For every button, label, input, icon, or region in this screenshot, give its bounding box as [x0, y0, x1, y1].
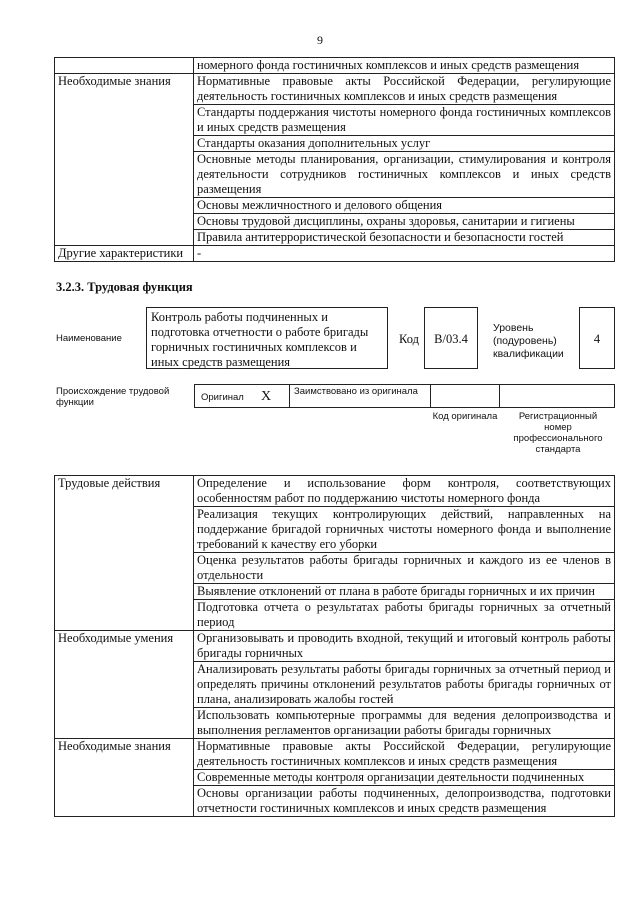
- code-original-caption: Код оригинала: [432, 411, 498, 422]
- name-label: Наименование: [56, 333, 122, 344]
- table-row: [55, 739, 615, 770]
- borrowed-label: Заимствовано из оригинала: [294, 386, 418, 397]
- knowledge-item: Нормативные правовые акты Российской Федерации, регулирующие деятельность гостиничных комплексов и иных средств размещения: [194, 739, 615, 770]
- table-row: [55, 631, 615, 662]
- knowledge-item: Основы межличностного и делового общения: [194, 198, 615, 214]
- skill-item: Использовать компьютерные программы для ведения делопроизводства и выполнения регламентов организации работы бригады горничных: [194, 708, 615, 739]
- divider: [289, 385, 290, 407]
- action-item: Выявление отклонений от плана в работе бригады горничных и их причин: [194, 584, 615, 600]
- function-name-value: Контроль работы подчиненных и подготовка отчетности о работе бригады горничных гостиничных комплексов и иных средств размещения: [146, 307, 388, 369]
- skill-item: Анализировать результаты работы бригады горничных за отчетный период и определять причины отклонений результатов работы бригады горничных от плана, анализировать жалобы гостей: [194, 662, 615, 708]
- knowledge-item: Стандарты оказания дополнительных услуг: [194, 136, 615, 152]
- knowledge-item: Стандарты поддержания чистоты номерного фонда гостиничных комплексов и иных средств размещения: [194, 105, 615, 136]
- actions-label: Трудовые действия: [55, 476, 194, 631]
- section-title: 3.2.3. Трудовая функция: [56, 280, 193, 294]
- action-item: Реализация текущих контролирующих действий, направленных на поддержание бригадой горничных чистоты номерного фонда и выполнение требований к качеству его уборки: [194, 507, 615, 553]
- knowledge-item: Основные методы планирования, организации, стимулирования и контроля деятельности сотрудников гостиничных комплексов и иных средств размещения: [194, 152, 615, 198]
- knowledge-label: Необходимые знания: [55, 739, 194, 817]
- original-mark: X: [261, 389, 272, 404]
- table-row: [55, 74, 615, 105]
- action-item: Оценка результатов работы бригады горничных и каждого из ее членов в отдельности: [194, 553, 615, 584]
- action-item: Определение и использование форм контроля, соответствующих особенностям работ по поддержанию чистоты номерного фонда: [194, 476, 615, 507]
- code-value: В/03.4: [424, 307, 478, 369]
- knowledge-item: Основы трудовой дисциплины, охраны здоровья, санитарии и гигиены: [194, 214, 615, 230]
- continuation-cell: номерного фонда гостиничных комплексов и иных средств размещения: [194, 58, 615, 74]
- divider: [430, 385, 431, 407]
- code-label: Код: [399, 332, 419, 346]
- table-row: [55, 246, 615, 262]
- function-details-table: [54, 475, 615, 817]
- skill-item: Организовывать и проводить входной, текущий и итоговый контроль работы бригады горничных: [194, 631, 615, 662]
- knowledge-item: Современные методы контроля организации деятельности подчиненных: [194, 770, 615, 786]
- action-item: Подготовка отчета о результатах работы бригады горничных за отчетный период: [194, 600, 615, 631]
- level-value: 4: [579, 307, 615, 369]
- table-row: [55, 476, 615, 507]
- registration-caption: Регистрационный номер профессионального стандарта: [513, 411, 603, 455]
- other-characteristics-label: Другие характеристики: [55, 246, 194, 262]
- original-label: Оригинал: [201, 392, 244, 403]
- empty-cell: [55, 58, 194, 74]
- knowledge-label: Необходимые знания: [55, 74, 194, 246]
- knowledge-item: Основы организации работы подчиненных, делопроизводства, подготовки отчетности гостиничных комплексов и иных средств размещения: [194, 786, 615, 817]
- origin-row: [194, 384, 615, 408]
- divider: [499, 385, 500, 407]
- skills-label: Необходимые умения: [55, 631, 194, 739]
- origin-label: Происхождение трудовой функции: [56, 386, 170, 408]
- level-label: Уровень (подуровень) квалификации: [493, 322, 564, 360]
- knowledge-item: Правила антитеррористической безопасности и безопасности гостей: [194, 230, 615, 246]
- knowledge-item: Нормативные правовые акты Российской Федерации, регулирующие деятельность гостиничных комплексов и иных средств размещения: [194, 74, 615, 105]
- table-row: [55, 58, 615, 74]
- top-requirements-table: [54, 57, 615, 262]
- other-characteristics-value: -: [194, 246, 615, 262]
- page-number: 9: [317, 33, 323, 47]
